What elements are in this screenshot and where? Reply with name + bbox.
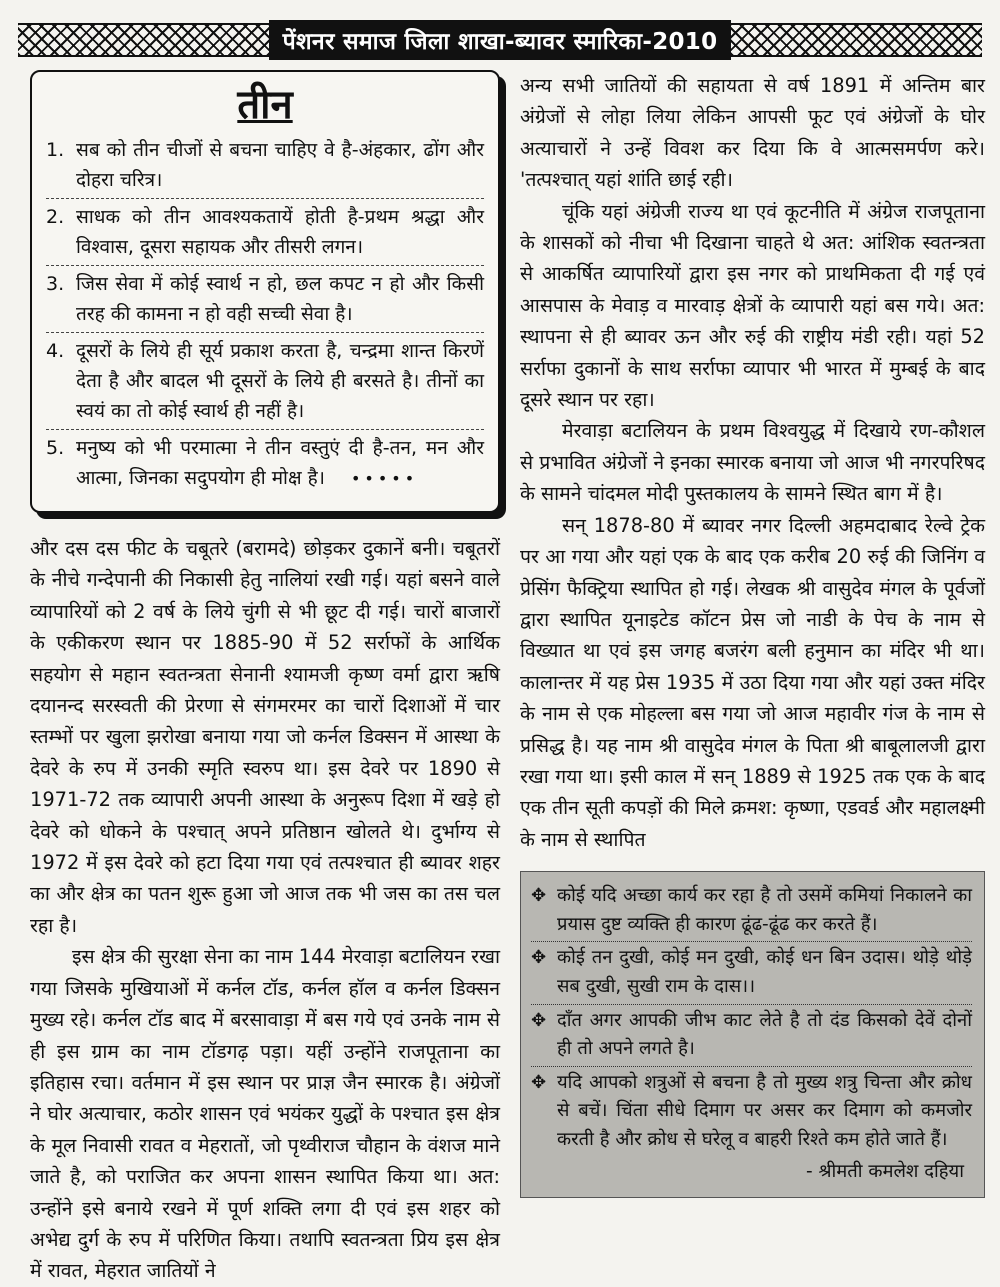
dots-ornament: •••••	[350, 469, 419, 488]
teen-list	[46, 132, 484, 497]
right-paragraph-3: मेरवाड़ा बटालियन के प्रथम विश्वयुद्ध में दिखाये रण-कौशल से प्रभावित अंग्रेजों ने इनका स्मारक बनाया जो आज भी नगरपरिषद के सामने चांदमल मोदी पुस्तकालय के सामने स्थित बाग में है।	[520, 419, 985, 506]
right-column	[520, 70, 985, 1198]
flower-bullet-icon: ✥	[531, 885, 547, 907]
teen-item-text: जिस सेवा में कोई स्वार्थ न हो, छल कपट न हो और किसी तरह की कामना न हो वही सच्ची सेवा है।	[76, 273, 484, 325]
teen-item-text: दूसरों के लिये ही सूर्य प्रकाश करता है, चन्द्रमा शान्त किरणें देता है और बादल भी दूसरों के लिये ही बरसते है। तीनों का स्वयं का तो कोई स्वार्थ ही नहीं है।	[76, 340, 484, 422]
quote-item	[531, 880, 972, 942]
header-title: पेंशनर समाज जिला शाखा-ब्यावर स्मारिका-2010	[269, 20, 732, 60]
teen-item-text: साधक को तीन आवश्यकतायें होती है-प्रथम श्रद्धा और विश्वास, दूसरा सहायक और तीसरी लगन।	[76, 206, 484, 258]
quote-item	[531, 1005, 972, 1067]
teen-title: तीन	[237, 82, 293, 128]
teen-item-text: सब को तीन चीजों से बचना चाहिए वे है-अंहकार, ढोंग और दोहरा चरित्र।	[76, 139, 484, 191]
left-paragraph-1: और दस दस फीट के चबूतरे (बरामदे) छोड़कर दुकानें बनी। चबूतरों के नीचे गन्देपानी की निकासी हेतु नालियां रखी गई। यहां बसने वाले व्यापारियों को 2 वर्ष के लिये चुंगी से भी छूट दी गई। चारों बाजारों के एकीकरण स्थान पर 1885-90 में 52 सर्राफों के आर्थिक सहयोग से महान स्वतन्त्रता सेनानी श्यामजी कृष्ण वर्मा द्वारा ऋषि दयानन्द सरस्वती की प्रेरणा से संगमरमर का चारों दिशाओं में चार स्तम्भों पर खुला झरोखा बनाया गया जो कर्नल डिक्सन में आस्था के देवरे के रुप में उनकी स्मृति स्वरुप था। इस देवरे पर 1890 से 1971-72 तक व्यापारी अपनी आस्था के अनुरूप दिशा में खड़े हो देवरे को धोकने के पश्चात् अपने प्रतिष्ठान खोलते थे। दुर्भाग्य से 1972 में इस देवरे को हटा दिया गया एवं तत्पश्चात ही ब्यावर शहर का और क्षेत्र का पतन शुरू हुआ जो आज तक भी जस का तस चल रहा है।	[30, 537, 500, 937]
teen-box	[30, 70, 500, 513]
quote-text: कोई यदि अच्छा कार्य कर रहा है तो उसमें कमियां निकालने का प्रयास दुष्ट व्यक्ति ही कारण ढूंढ-ढूंढ कर करते हैं।	[557, 885, 972, 935]
right-paragraph-2: चूंकि यहां अंग्रेजी राज्य था एवं कूटनीति में अंग्रेज राजपूताना के शासकों को नीचा भी दिखाना चाहते थे अत: आंशिक स्वतन्त्रता से आकर्षित व्यापारियों द्वारा इस नगर को प्राथमिकता दी गई एवं आसपास के मेवाड़ व मारवाड़ क्षेत्रों के व्यापारी यहां बस गये। अत: स्थापना से ही ब्यावर ऊन और रुई की राष्ट्रीय मंडी रही। यहां 52 सर्राफा दुकानों के साथ सर्राफा व्यापार भी भारत में मुम्बई के बाद दूसरे स्थान पर रहा।	[520, 199, 985, 412]
teen-item	[46, 266, 484, 333]
teen-item-text-wrap	[76, 433, 484, 494]
left-column	[30, 70, 500, 1287]
teen-item-number: 4.	[46, 340, 65, 362]
teen-item	[46, 132, 484, 199]
page-header	[18, 18, 982, 62]
flower-bullet-icon: ✥	[531, 1071, 547, 1093]
left-paragraph-2: इस क्षेत्र की सुरक्षा सेना का नाम 144 मेरवाड़ा बटालियन रखा गया जिसके मुखियाओं में कर्नल टॉड, कर्नल हॉल व कर्नल डिक्सन मुख्य रहे। कर्नल टॉड बाद में बरसावाड़ा में बस गये एवं उनके नाम से ही इस ग्राम का नाम टॉडगढ़ पड़ा। यहीं उन्होंने राजपूताना का इतिहास रचा। वर्तमान में इस स्थान पर प्राज्ञ जैन स्मारक है। अंग्रेजों ने घोर अत्याचार, कठोर शासन एवं भयंकर युद्धों के पश्चात इस क्षेत्र के मूल निवासी रावत व मेहरातों, जो पृथ्वीराज चौहान के वंशज माने जाते है, को पराजित कर अपना शासन स्थापित किया था। अत: उन्होंने इसे बनाये रखने में पूर्ण शक्ति लगा दी एवं इस शहर को अभेद्य दुर्ग के रुप में परिणित किया। तथापि स्वतन्त्रता प्रिय इस क्षेत्र में रावत, मेहरात जातियों ने	[30, 945, 500, 1283]
quote-author: - श्रीमती कमलेश दहिया	[805, 1160, 964, 1182]
right-paragraph-1: अन्य सभी जातियों की सहायता से वर्ष 1891 में अन्तिम बार अंग्रेजों से लोहा लिया लेकिन आपसी फूट एवं अंग्रेजों के घोर अत्याचारों ने उन्हें विवश कर दिया कि वे आत्मसमर्पण करे। 'तत्पश्चात् यहां शांति छाई रही।	[520, 74, 985, 192]
quote-list	[531, 880, 972, 1156]
teen-item-number: 5.	[46, 437, 65, 459]
teen-item	[46, 199, 484, 266]
teen-item-number: 1.	[46, 139, 65, 161]
quote-box	[520, 871, 985, 1197]
header-ornament-left	[18, 23, 269, 57]
teen-item-text: मनुष्य को भी परमात्मा ने तीन वस्तुएं दी है-तन, मन और आत्मा, जिनका सदुपयोग ही मोक्ष है।	[76, 437, 484, 489]
teen-item-number: 3.	[46, 273, 65, 295]
quote-item	[531, 942, 972, 1004]
right-paragraph-4: सन् 1878-80 में ब्यावर नगर दिल्ली अहमदाबाद रेल्वे ट्रेक पर आ गया और यहां एक के बाद एक करीब 20 रुई की जिनिंग व प्रेसिंग फैक्ट्रिया स्थापित हो गई। लेखक श्री वासुदेव मंगल के पूर्वजों द्वारा स्थापित यूनाइटेड कॉटन प्रेस जो नाडी के पेच के नाम से विख्यात था एवं इस जगह बजरंग बली हनुमान का मंदिर भी था। कालान्तर में यह प्रेस 1935 में उठा दिया गया और यहां उक्त मंदिर के नाम से एक मोहल्ला बस गया जो आज महावीर गंज के नाम से प्रसिद्ध है। यह नाम श्री वासुदेव मंगल के पिता श्री बाबूलालजी द्वारा रखा गया था। इसी काल में सन् 1889 से 1925 तक एक के बाद एक तीन सूती कपड़ों की मिले क्रमश: कृष्णा, एडवर्ड और महालक्ष्मी के नाम से स्थापित	[520, 513, 985, 851]
flower-bullet-icon: ✥	[531, 947, 547, 969]
flower-bullet-icon: ✥	[531, 1009, 547, 1031]
quote-item	[531, 1067, 972, 1157]
header-ornament-right	[731, 23, 982, 57]
quote-text: यदि आपको शत्रुओं से बचना है तो मुख्य शत्रु चिन्ता और क्रोध से बचें। चिंता सीधे दिमाग पर असर कर दिमाग को कमजोर करती है और क्रोध से घरेलू व बाहरी रिश्ते कम होते जाते हैं।	[557, 1071, 972, 1150]
quote-text: कोई तन दुखी, कोई मन दुखी, कोई धन बिन उदास। थोड़े थोड़े सब दुखी, सुखी राम के दास।।	[557, 947, 972, 997]
teen-item-number: 2.	[46, 206, 65, 228]
quote-text: दाँत अगर आपकी जीभ काट लेते है तो दंड किसको देवें दोनों ही तो अपने लगते है।	[557, 1009, 972, 1060]
teen-item	[46, 333, 484, 430]
teen-item	[46, 430, 484, 497]
